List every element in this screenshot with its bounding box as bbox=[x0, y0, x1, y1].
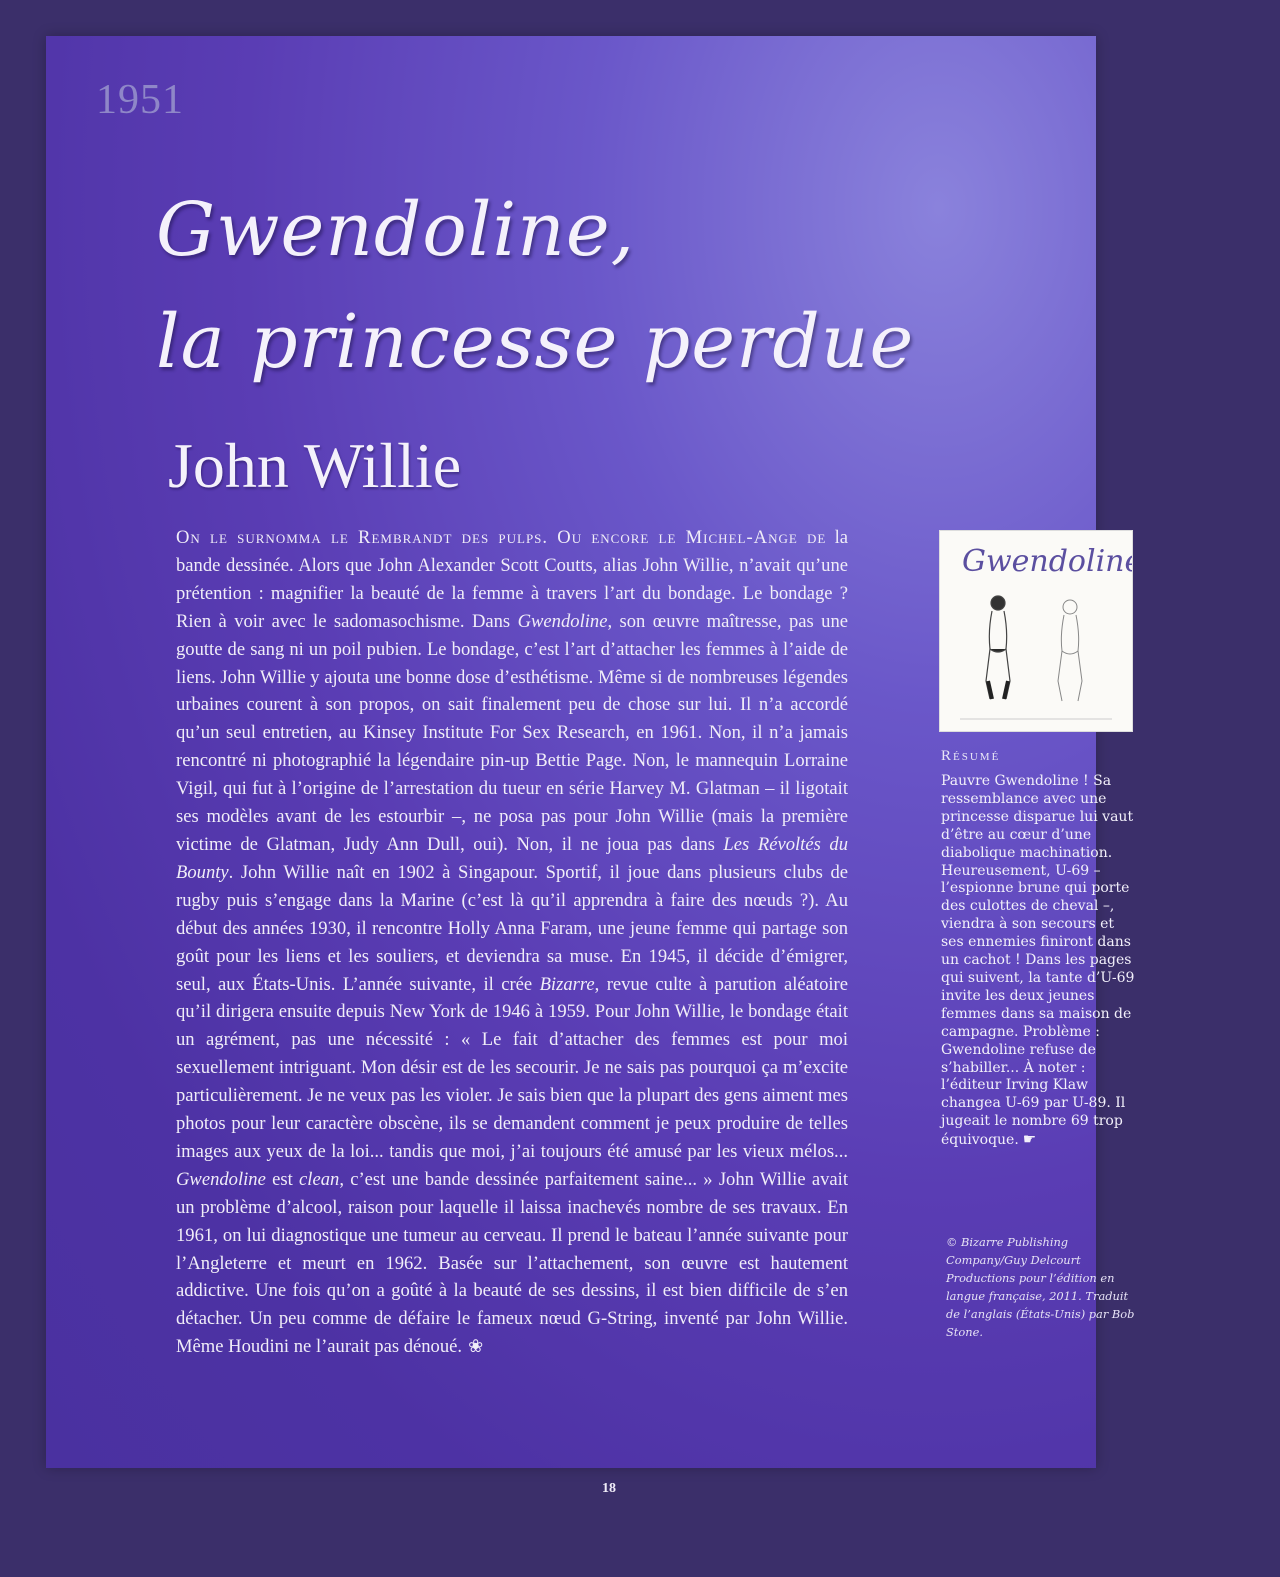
flower-ornament-icon: ❀ bbox=[468, 1336, 484, 1357]
cover-illustration bbox=[940, 531, 1132, 731]
work-title-revoltes: Les Révoltés du Bounty bbox=[176, 833, 848, 883]
summary-heading: Résumé bbox=[941, 748, 1001, 764]
copyright-credit: © Bizarre Publishing Company/Guy Delcourt Productions pour l’édition en langue française, 2011. Traduit de l’anglais (États-Unis) par Bob Stone. bbox=[946, 1235, 1135, 1339]
author-name: John Willie bbox=[168, 430, 462, 501]
magazine-page bbox=[46, 36, 1135, 1496]
dark-figure bbox=[986, 596, 1010, 699]
cover-title: Gwendoline bbox=[962, 544, 1132, 579]
book-cover-image bbox=[939, 530, 1133, 732]
light-figure bbox=[1058, 600, 1082, 701]
title-line-1: Gwendoline, bbox=[156, 187, 636, 273]
body-text-2: , son œuvre maîtresse, pas une goutte de sang ni un poil pubien. Le bondage, c’est l’art d’attacher les femmes à l’aide de liens. John Willie y ajouta une bonne dose d’esthétisme. Même si de nombreuses légendes urbaines courent à son propos, on sait finalement peu de chose sur lui. Il n’a accordé qu’un seul entretien, au Kinsey Institute For Sex Research, en 1961. Non, il n’a jamais rencontré ni photographié la légendaire pin-up Bettie Page. Non, le mannequin Lorraine Vigil, qui fut à l’origine de l’arrestation du tueur en série Harvey M. Glatman – il ligotait ses modèles avant de les estourbir –, ne posa pas pour John Willie (mais la première victime de Glatman, Judy Ann Dull, oui). Non, il ne joua pas dans bbox=[176, 610, 848, 855]
summary-body: Pauvre Gwendoline ! Sa ressemblance avec une princesse disparue lui vaut d’être au cœur d’une diabolique machination. Heureusement, U-69 – l’espionne brune qui porte des culottes de cheval –, viendra à son secours et ses ennemies finiront dans un cachot ! Dans les pages qui suivent, la tante d’U-69 invite les deux jeunes femmes dans sa maison de campagne. Problème : Gwendoline refuse de s’habiller... À noter : l’éditeur Irving Klaw changea U-69 par U-89. Il jugeait le nombre 69 trop équivoque. bbox=[941, 773, 1135, 1149]
body-text-4: , revue culte à parution aléatoire qu’il dirigera ensuite depuis New York de 1946 à 1959. Pour John Willie, le bondage était un agrément, pas une nécessité : « Le fait d’attacher des femmes est pour moi sexuellement intriguant. Mon désir est de les secourir. Je ne sais pas pourquoi ça m’excite particulièrement. Je ne veux pas les violer. Je sais bien que la plupart des gens aiment mes photos pour leur caractère obscène, ils se demandent comment je peux produire de telles images aux yeux de la loi... tandis que moi, j’ai toujours été amusé par les vieux mélos... bbox=[176, 973, 848, 1162]
article-title bbox=[156, 174, 914, 398]
title-line-2: la princesse perdue bbox=[156, 299, 915, 385]
body-text-1: la bande dessinée. Alors que John Alexander Scott Coutts, alias John Willie, n’avait qu’une prétention : magnifier la beauté de la femme à travers l’art du bondage. Le bondage ? Rien à voir avec le sadomasochisme. Dans bbox=[176, 527, 848, 632]
article-body bbox=[176, 524, 848, 1361]
page-number: 18 bbox=[602, 1481, 616, 1496]
pointing-hand-icon: ☛ bbox=[1022, 1130, 1037, 1149]
body-lead: On le surnomma le Rembrandt des pulps. Ou encore le Michel-Ange de bbox=[176, 527, 827, 548]
work-title-gwendoline-2: Gwendoline bbox=[176, 1168, 266, 1190]
body-text-6: , c’est une bande dessinée parfaitement saine... » John Willie avait un problème d’alcool, raison pour laquelle il laissa inachevés nombre de ses travaux. En 1961, on lui diagnostique une tumeur au cerveau. Il prend le bateau l’année suivante pour l’Angleterre et meurt en 1962. Basée sur l’attachement, son œuvre est hautement addictive. Une fois qu’on a goûté à la beauté de ses dessins, il est bien difficile de s’en détacher. Un peu comme de défaire le fameux nœud G-String, inventé par John Willie. Même Houdini ne l’aurait pas dénoué. bbox=[176, 1168, 848, 1358]
summary-text bbox=[941, 773, 1141, 1150]
body-text-3: . John Willie naît en 1902 à Singapour. Sportif, il joue dans plusieurs clubs de rugby puis s’engage dans la Marine (c’est là qu’il apprendra à faire des nœuds ?). Au début des années 1930, il rencontre Holly Anna Faram, une jeune femme qui partage son goût pour les liens et les souliers, et deviendra sa muse. En 1945, il décide d’émigrer, seul, aux États-Unis. L’année suivante, il crée bbox=[176, 861, 848, 995]
word-clean: clean bbox=[299, 1168, 340, 1190]
summary-sidebar bbox=[941, 748, 1141, 1150]
work-title-bizarre: Bizarre bbox=[539, 973, 595, 995]
work-title-gwendoline: Gwendoline bbox=[517, 610, 608, 632]
year-label: 1951 bbox=[96, 77, 184, 123]
body-text-5: est bbox=[265, 1168, 300, 1190]
